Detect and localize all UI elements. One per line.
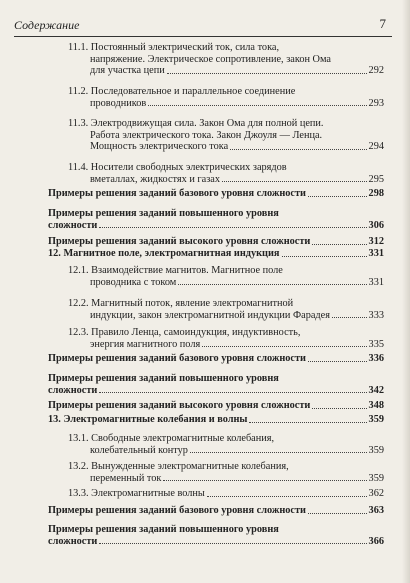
toc-entry bbox=[68, 488, 384, 500]
toc-entry bbox=[68, 118, 384, 153]
toc-page-number: 359 bbox=[368, 414, 384, 425]
running-header-title: Содержание bbox=[14, 18, 80, 32]
toc-entry-text: 13.1. Свободные электромагнитные колебания, bbox=[68, 433, 275, 444]
toc-entry-line bbox=[68, 141, 384, 153]
leader-dots bbox=[99, 543, 366, 544]
toc-entry-text: напряжение. Электрическое сопротивление, закон Ома bbox=[90, 53, 332, 65]
toc-entry-line bbox=[68, 473, 384, 485]
leader-dots bbox=[282, 256, 367, 257]
toc-page-number: 359 bbox=[368, 444, 384, 456]
toc-entry bbox=[68, 433, 384, 456]
toc-entry bbox=[68, 327, 384, 350]
toc-entry-line bbox=[68, 298, 384, 310]
toc-entry-text: 12.1. Взаимодействие магнитов. Магнитное поле bbox=[68, 265, 283, 276]
toc-page-number: 342 bbox=[368, 384, 384, 396]
toc-page-number: 312 bbox=[368, 236, 384, 247]
toc-entry-line bbox=[68, 461, 384, 473]
toc-entry-line bbox=[68, 118, 384, 130]
toc-entry bbox=[48, 524, 384, 547]
leader-dots bbox=[207, 496, 367, 497]
toc-entry bbox=[48, 188, 384, 200]
toc-page-number: 295 bbox=[368, 173, 384, 185]
toc-entry bbox=[48, 400, 384, 412]
toc-entry-text: Примеры решения заданий повышенного уровня bbox=[48, 208, 279, 219]
page-number: 7 bbox=[379, 16, 386, 31]
leader-dots bbox=[312, 244, 366, 245]
toc-entry-line bbox=[68, 488, 384, 500]
toc-entry-text: для участка цепи bbox=[90, 65, 165, 77]
toc-entry-text: энергия магнитного поля bbox=[90, 338, 201, 350]
toc-entry-text: переменный ток bbox=[90, 472, 162, 484]
toc-page-number: 333 bbox=[368, 309, 384, 321]
toc-entry-line bbox=[68, 86, 384, 98]
toc-entry-text: сложности bbox=[48, 384, 98, 396]
toc-entry-line bbox=[48, 385, 384, 397]
toc-entry bbox=[68, 461, 384, 484]
toc-page-number: 292 bbox=[368, 65, 384, 77]
toc-entry-text: 12. Магнитное поле, электромагнитная индукция bbox=[48, 248, 280, 259]
toc-entry-line bbox=[68, 327, 384, 339]
toc-entry-line bbox=[48, 505, 384, 517]
toc-entry-line bbox=[68, 433, 384, 445]
toc-entry bbox=[48, 353, 384, 365]
leader-dots bbox=[190, 452, 367, 453]
toc-entry bbox=[68, 265, 384, 288]
toc-entry-line bbox=[48, 400, 384, 412]
toc-page-number: 331 bbox=[368, 276, 384, 288]
toc-entry-text: Примеры решения заданий повышенного уровня bbox=[48, 524, 279, 535]
toc-entry-line bbox=[48, 220, 384, 232]
toc-entry-text: 12.3. Правило Ленца, самоиндукция, индуктивность, bbox=[68, 327, 301, 338]
toc-entry-text: 13.3. Электромагнитные волны bbox=[68, 488, 205, 499]
toc-entry-text: вметаллах, жидкостях и газах bbox=[90, 173, 221, 185]
leader-dots bbox=[249, 422, 366, 423]
toc-entry-line bbox=[68, 65, 384, 77]
leader-dots bbox=[308, 361, 367, 362]
toc-entry-line bbox=[48, 188, 384, 200]
toc-entry-line bbox=[48, 353, 384, 365]
toc-entry-line bbox=[68, 265, 384, 277]
toc-entry bbox=[48, 414, 384, 426]
toc-entry-line bbox=[68, 310, 384, 322]
toc-entry-text: Примеры решения заданий высокого уровня сложности bbox=[48, 236, 311, 247]
leader-dots bbox=[148, 105, 366, 106]
toc-page-number: 335 bbox=[368, 338, 384, 350]
leader-dots bbox=[308, 513, 367, 514]
toc-entry-line bbox=[68, 162, 384, 174]
toc-entry-text: проводника с током bbox=[90, 276, 177, 288]
leader-dots bbox=[167, 73, 367, 74]
toc-entry-line bbox=[68, 42, 384, 54]
toc-page-number: 293 bbox=[368, 97, 384, 109]
toc-page-number: 348 bbox=[368, 400, 384, 411]
toc-entry-text: 11.3. Электродвижущая сила. Закон Ома для полной цепи. bbox=[68, 118, 324, 129]
toc-page-number: 306 bbox=[368, 219, 384, 231]
leader-dots bbox=[99, 392, 366, 393]
toc-page-number: 363 bbox=[368, 505, 384, 516]
leader-dots bbox=[332, 317, 367, 318]
leader-dots bbox=[202, 346, 366, 347]
leader-dots bbox=[178, 284, 366, 285]
toc-entry-text: Примеры решения заданий высокого уровня сложности bbox=[48, 400, 311, 411]
toc-entry-line bbox=[68, 339, 384, 351]
toc-entry-line bbox=[48, 524, 384, 536]
toc-entry-text: Примеры решения заданий базового уровня сложности bbox=[48, 353, 306, 364]
toc-entry-text: 12.2. Магнитный поток, явление электромагнитной bbox=[68, 298, 294, 309]
leader-dots bbox=[99, 227, 366, 228]
toc-entry-text: сложности bbox=[48, 535, 98, 547]
toc-entry-text: колебательный контур bbox=[90, 444, 188, 456]
leader-dots bbox=[308, 196, 367, 197]
toc-entry-line bbox=[68, 445, 384, 457]
toc-entry-line bbox=[48, 414, 384, 426]
toc-entry bbox=[68, 42, 384, 77]
toc-page-number: 298 bbox=[368, 188, 384, 199]
toc-entry-text: Примеры решения заданий базового уровня сложности bbox=[48, 188, 306, 199]
toc-entry-line bbox=[68, 174, 384, 186]
toc-entry-line bbox=[68, 130, 384, 142]
toc-entry bbox=[48, 505, 384, 517]
toc-entry-text: 11.2. Последовательное и параллельное соединение bbox=[68, 86, 296, 97]
toc-entry-line bbox=[48, 236, 384, 248]
leader-dots bbox=[230, 149, 366, 150]
toc-entry-line bbox=[48, 208, 384, 220]
toc-entry bbox=[68, 162, 384, 185]
toc-page-number: 366 bbox=[368, 535, 384, 547]
toc-entry-text: 13.2. Вынужденные электромагнитные колебания, bbox=[68, 461, 289, 472]
toc-entry bbox=[48, 208, 384, 231]
toc-entry-line bbox=[48, 373, 384, 385]
toc-entry-text: Примеры решения заданий повышенного уровня bbox=[48, 373, 279, 384]
leader-dots bbox=[163, 480, 366, 481]
toc-entry-line bbox=[68, 54, 384, 66]
toc-entry-text: индукции, закон электромагнитной индукции Фарадея bbox=[90, 309, 330, 321]
toc-page-number: 359 bbox=[368, 472, 384, 484]
toc-page-number: 331 bbox=[368, 248, 384, 259]
toc-entry-text: проводников bbox=[90, 97, 147, 109]
toc-entry-line bbox=[48, 248, 384, 260]
toc-entry bbox=[48, 373, 384, 396]
toc-entry-line bbox=[68, 277, 384, 289]
toc-entry-line bbox=[68, 98, 384, 110]
leader-dots bbox=[312, 408, 366, 409]
toc-entry-text: Работа электрического тока. Закон Джоуля — Ленца. bbox=[90, 129, 323, 141]
leader-dots bbox=[222, 181, 367, 182]
toc-entry bbox=[68, 298, 384, 321]
toc-entry bbox=[48, 236, 384, 248]
toc-page-number: 336 bbox=[368, 353, 384, 364]
toc-entry-text: Мощность электрического тока bbox=[90, 141, 229, 153]
toc-entry-text: Примеры решения заданий базового уровня сложности bbox=[48, 505, 306, 516]
toc-entry-text: 11.4. Носители свободных электрических зарядов bbox=[68, 162, 287, 173]
toc-entry-text: 11.1. Постоянный электрический ток, сила тока, bbox=[68, 42, 280, 53]
toc-entry-text: 13. Электромагнитные колебания и волны bbox=[48, 414, 248, 425]
toc-entry bbox=[68, 86, 384, 109]
toc-entry-text: сложности bbox=[48, 219, 98, 231]
toc-page-number: 362 bbox=[368, 488, 384, 499]
toc-entry-line bbox=[48, 536, 384, 548]
toc-page-number: 294 bbox=[368, 141, 384, 153]
toc-entry bbox=[48, 248, 384, 260]
